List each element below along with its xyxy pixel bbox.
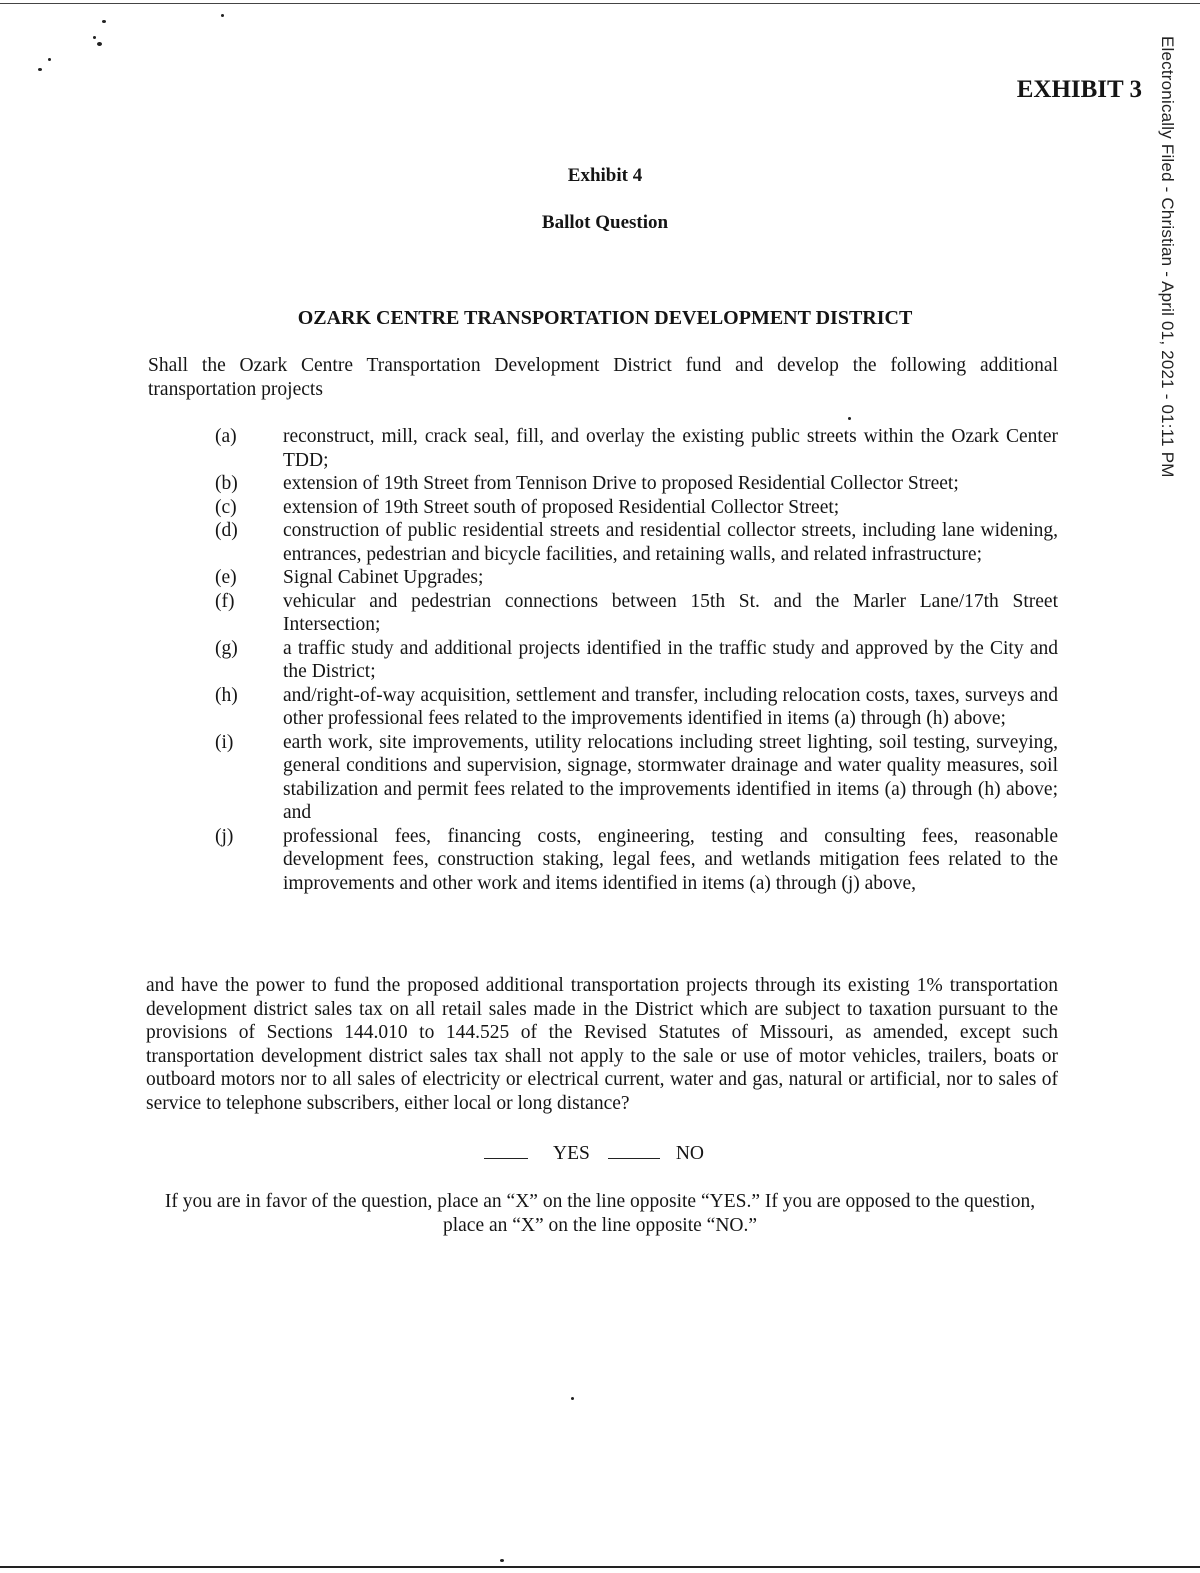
list-item [215, 519, 1058, 566]
list-item [215, 496, 1058, 520]
voting-instructions: If you are in favor of the question, place an “X” on the line opposite “YES.” If you are opposed to the question, place an “X” on the line opposite “NO.” [164, 1191, 1036, 1236]
bottom-scan-rule [0, 1566, 1200, 1568]
item-label: (j) [215, 825, 234, 847]
item-label: (c) [215, 496, 237, 518]
scan-speck [221, 14, 224, 17]
scan-speck [48, 58, 51, 61]
item-label: (i) [215, 731, 234, 753]
list-item [215, 425, 1058, 472]
item-text: extension of 19th Street from Tennison Drive to proposed Residential Collector Street; [283, 473, 959, 494]
item-text: vehicular and pedestrian connections between 15th St. and the Marler Lane/17th Street Intersection; [283, 590, 1058, 635]
list-item [215, 637, 1058, 684]
item-label: (h) [215, 684, 238, 706]
electronic-filing-stamp: Electronically Filed - Christian - April 01, 2021 - 01:11 PM [1158, 36, 1177, 478]
list-item [215, 731, 1058, 825]
no-label: NO [675, 1143, 705, 1164]
item-label: (e) [215, 567, 237, 588]
item-label: (a) [215, 426, 237, 447]
item-label: (f) [215, 590, 235, 612]
no-blank-line[interactable] [608, 1158, 660, 1159]
scan-speck [571, 1397, 574, 1400]
item-label: (d) [215, 520, 238, 541]
yes-label: YES [553, 1143, 590, 1164]
item-text: Signal Cabinet Upgrades; [283, 567, 484, 588]
yes-blank-line[interactable] [484, 1158, 528, 1159]
vote-options [484, 1142, 704, 1166]
exhibit-label: EXHIBIT 3 [1016, 76, 1142, 103]
item-text: earth work, site improvements, utility relocations including street lighting, soil testing, surveying, general conditions and supervision, signage, stormwater drainage and water quality measures, soil stabilization and permit fees related to the improvements identified in items (a) through (h) above; and [283, 731, 1058, 823]
top-scan-rule [0, 3, 1200, 4]
item-text: professional fees, financing costs, engineering, testing and consulting fees, reasonable development fees, construction staking, legal fees, and wetlands mitigation fees related to the improvements and other work and items identified in items (a) through (j) above, [283, 825, 1058, 894]
item-text: and/right-of-way acquisition, settlement and transfer, including relocation costs, taxes, surveys and other professional fees related to the improvements identified in items (a) through (h) above; [283, 684, 1058, 729]
list-item [215, 472, 1058, 496]
scan-speck [500, 1559, 504, 1562]
exhibit-subtitle: Exhibit 4 [567, 165, 643, 186]
item-text: reconstruct, mill, crack seal, fill, and overlay the existing public streets within the Ozark Center TDD; [283, 426, 1058, 471]
scan-speck [848, 417, 851, 420]
list-item [215, 825, 1058, 896]
scan-speck [93, 36, 96, 39]
list-item [215, 684, 1058, 731]
closing-paragraph: and have the power to fund the proposed additional transportation projects through its existing 1% transportation development district sales tax on all retail sales made in the District which are subject to taxation pursuant to the provisions of Sections 144.010 to 144.525 of the Revised Statutes of Missouri, as amended, except such transportation development district sales tax shall not apply to the sale or use of motor vehicles, trailers, boats or outboard motors nor to all sales of electricity or electrical current, water and gas, natural or artificial, nor to sales of service to telephone subscribers, either local or long distance? [146, 975, 1058, 1114]
item-text: a traffic study and additional projects identified in the traffic study and approved by the City and the District; [283, 637, 1058, 682]
scan-speck [102, 20, 106, 23]
list-item [215, 590, 1058, 637]
item-text: construction of public residential streets and residential collector streets, including lane widening, entrances, pedestrian and bicycle facilities, and retaining walls, and related infrastructure; [283, 520, 1058, 565]
ballot-title: Ballot Question [541, 212, 669, 233]
scan-speck [38, 68, 42, 71]
intro-paragraph: Shall the Ozark Centre Transportation Development District fund and develop the following additional transportation projects [148, 355, 1058, 400]
district-name: OZARK CENTRE TRANSPORTATION DEVELOPMENT DISTRICT [297, 307, 913, 329]
list-item [215, 566, 1058, 590]
scan-speck [97, 42, 102, 46]
item-text: extension of 19th Street south of proposed Residential Collector Street; [283, 496, 840, 518]
project-list [215, 425, 1058, 895]
item-label: (g) [215, 637, 238, 659]
item-label: (b) [215, 473, 238, 494]
